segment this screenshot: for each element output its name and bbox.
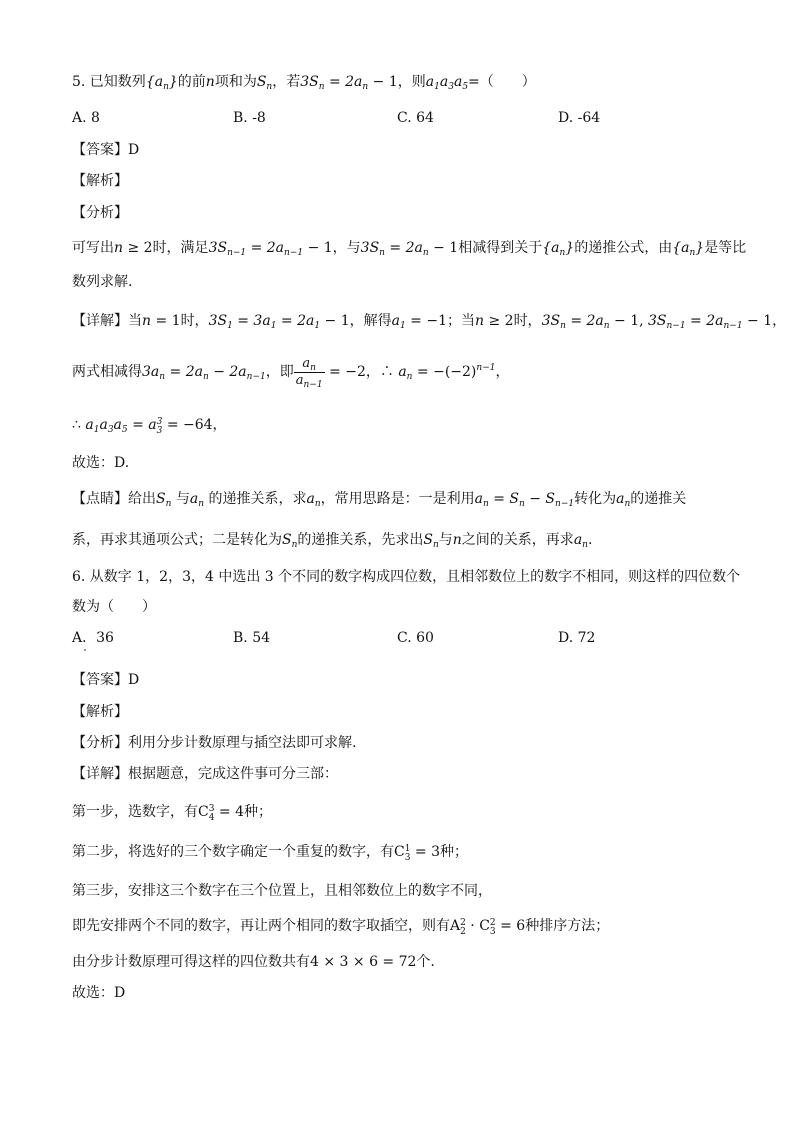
q5-detail-line3: ∴ $a_1a_3a_5 = a$ 3 3 = −64， [72, 417, 227, 436]
q6-fenxi: 【分析】利用分步计数原理与插空法即可求解. [72, 735, 357, 751]
q5-analysis-tag: 【解析】 [72, 173, 128, 189]
q5-option-a: A. 8 [72, 110, 100, 126]
q6-step3-detail: 即先安排两个不同的数字，再让两个相同的数字取插空，则有A 2 2 · C 2 3 = 6种排序方法； [72, 918, 610, 937]
q6-step3: 第三步，安排这三个数字在三个位置上，且相邻数位上的数字不同， [72, 883, 492, 899]
q5-conclusion: 故选：D. [72, 455, 130, 471]
q5-comment-line1: 【点睛】给出$S_n$ 与$a_n$ 的递推关系，求$a_n$，常用思路是：一是利用$a_n = S_n - S_{n-1}$转化为$a_n$的递推关 [72, 491, 687, 509]
q6-stem-line1: 6. 从数字 1，2，3，4 中选出 3 个不同的数字构成四位数，且相邻数位上的数字不相同，则这样的四位数个 [72, 569, 741, 585]
q5-detail-line1: 【详解】当n = 1时，$3S_1 = 3a_1 = 2a_1 - 1$，解得$a_1 = -1$；当n ≥ 2时，$3S_n = 2a_n - 1$, $3S_{n-1} = 2a_{n-1} - 1$， [72, 313, 787, 331]
q6-detail: 【详解】根据题意，完成这件事可分三部： [72, 766, 338, 782]
q5-detail-line2: 两式相减得$3a_n = 2a_n - 2a_{n-1}$，即 $\frac{a_n}{a_{n-1}}$ = −2，∴ $a_n = -(-2)^{n-1}$， [72, 355, 510, 390]
q5-comment-line2: 系，再求其通项公式；二是转化为$S_n$的递推关系，先求出$S_n$与n之间的关系，再求$a_n$. [72, 532, 593, 550]
q5-option-b: B. -8 [233, 110, 266, 126]
q6-option-b: B. 54 [233, 630, 271, 646]
q5-fenxi-line2: 数列求解. [72, 274, 133, 290]
ratio-fraction: $\frac{a_n}{a_{n-1}}$ [295, 355, 323, 390]
q6-option-c: C. 60 [397, 630, 434, 646]
q6-step1: 第一步，选数字，有C 3 4 = 4种； [72, 804, 272, 823]
q6-answer: 【答案】D [72, 672, 140, 688]
q5-answer: 【答案】D [72, 142, 140, 158]
q6-step2: 第二步，将选好的三个数字确定一个重复的数字，有C 1 3 = 3种； [72, 844, 468, 863]
q5-option-c: C. 64 [397, 110, 434, 126]
q6-conclusion: 故选：D [72, 985, 126, 1001]
q5-fenxi-line1: 可写出n ≥ 2时，满足$3S_{n-1} = 2a_{n-1} - 1$，与$3S_n = 2a_n - 1$相减得到关于$\{a_n\}$的递推公式，由$\{a_n\}$是等比 [72, 240, 747, 258]
q5-fenxi-tag: 【分析】 [72, 205, 128, 221]
q6-option-d: D. 72 [558, 630, 596, 646]
q6-option-a: A．36 [72, 630, 114, 646]
q6-stem-line2: 数为（ ） [72, 599, 156, 615]
stray-mark [84, 649, 86, 651]
q6-total: 由分步计数原理可得这样的四位数共有4 × 3 × 6 = 72个. [72, 954, 435, 970]
q5-option-d: D. -64 [558, 110, 601, 126]
q5-stem: 5. 已知数列$\{a_n\}$的前n项和为$S_n$，若$3S_n = 2a_n - 1$，则$a_1a_3a_5=$（ ） [72, 74, 536, 92]
q6-analysis-tag: 【解析】 [72, 704, 128, 720]
